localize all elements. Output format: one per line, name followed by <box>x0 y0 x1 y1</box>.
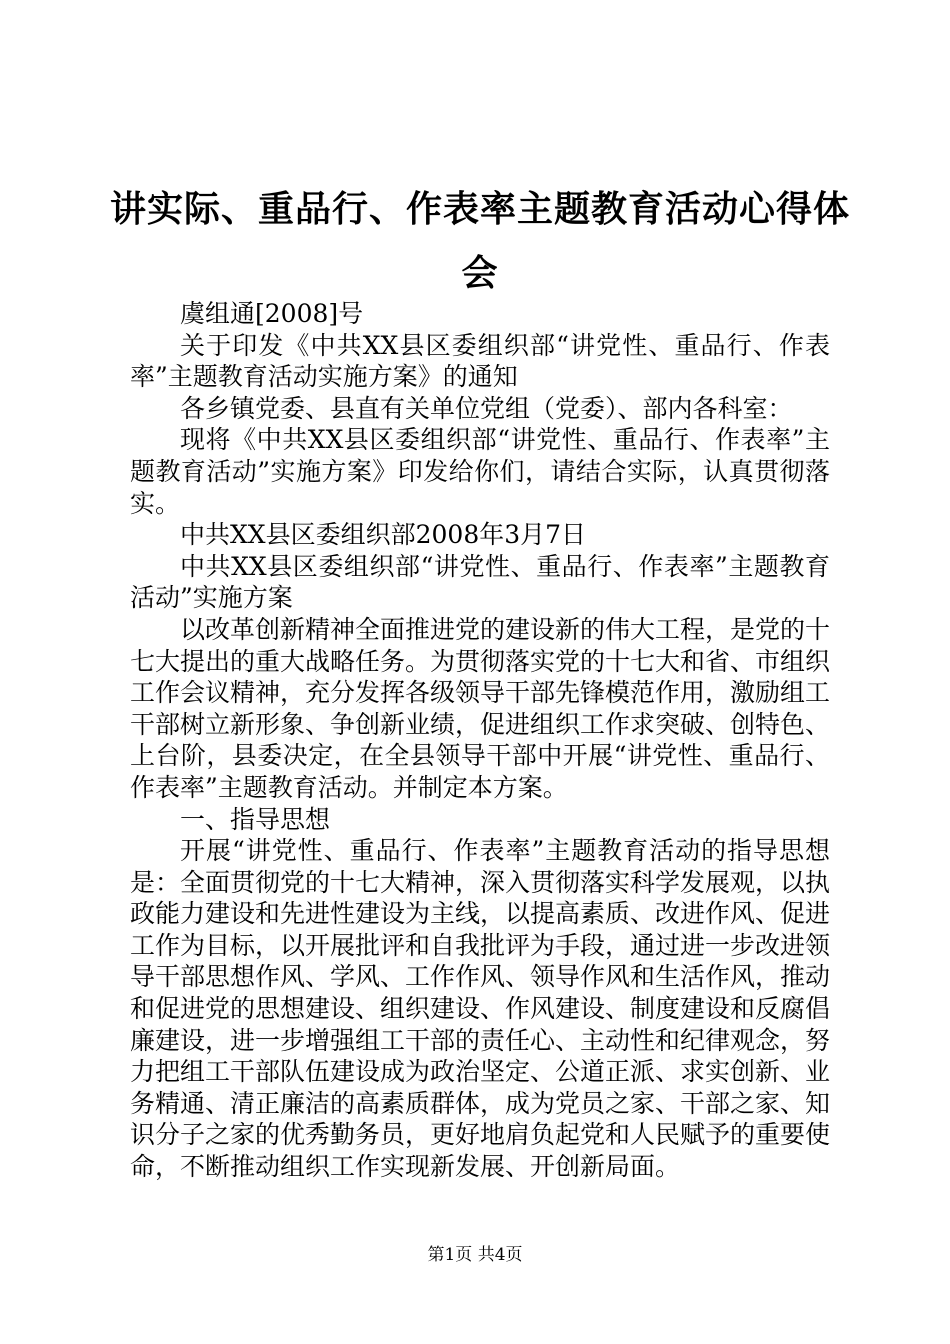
addressee-line: 各乡镇党委、县直有关单位党组（党委）、部内各科室： <box>180 393 793 423</box>
body-paragraph: 以改革创新精神全面推进党的建设新的伟大工程，是党的十七大提出的重大战略任务。为贯彻落实党的十七大和省、市组织工作会议精神，充分发挥各级领导干部先锋模范作用，激励组工干部树立新形象、争创新业绩，促进组织工作求突破、创特色、上台阶，县委决定，在全县领导干部中开展“讲党性、重品行、作表率”主题教育活动。并制定本方案。 <box>130 614 831 802</box>
document-body <box>130 298 830 1183</box>
notice-body: 现将《中共XX县区委组织部“讲党性、重品行、作表率”主题教育活动”实施方案》印发给你们，请结合实际，认真贯彻落实。 <box>130 425 830 518</box>
body-paragraph: 开展“讲党性、重品行、作表率”主题教育活动的指导思想是：全面贯彻党的十七大精神，深入贯彻落实科学发展观，以执政能力建设和先进性建设为主线，以提高素质、改进作风、促进工作为目标，以开展批评和自我批评为手段，通过进一步改进领导干部思想作风、学风、工作作风、领导作风和生活作风，推动和促进党的思想建设、组织建设、作风建设、制度建设和反腐倡廉建设，进一步增强组工干部的责任心、主动性和纪律观念，努力把组工干部队伍建设成为政治坚定、公道正派、求实创新、业务精通、清正廉洁的高素质群体，成为党员之家、干部之家、知识分子之家的优秀勤务员，更好地肩负起党和人民赋予的重要使命，不断推动组织工作实现新发展、开创新局面。 <box>130 836 831 1182</box>
page-footer: 第1页 共4页 <box>427 1245 523 1265</box>
issuer-and-date: 中共XX县区委组织部2008年3月7日 <box>180 520 587 550</box>
notice-heading: 关于印发《中共XX县区委组织部“讲党性、重品行、作表率”主题教育活动实施方案》的通知 <box>130 330 830 392</box>
plan-title: 中共XX县区委组织部“讲党性、重品行、作表率”主题教育活动”实施方案 <box>130 551 830 613</box>
section-heading: 一、指导思想 <box>180 804 331 834</box>
document-title: 讲实际、重品行、作表率主题教育活动心得体会 <box>110 189 851 294</box>
document-number: 虞组通[2008]号 <box>180 299 364 328</box>
